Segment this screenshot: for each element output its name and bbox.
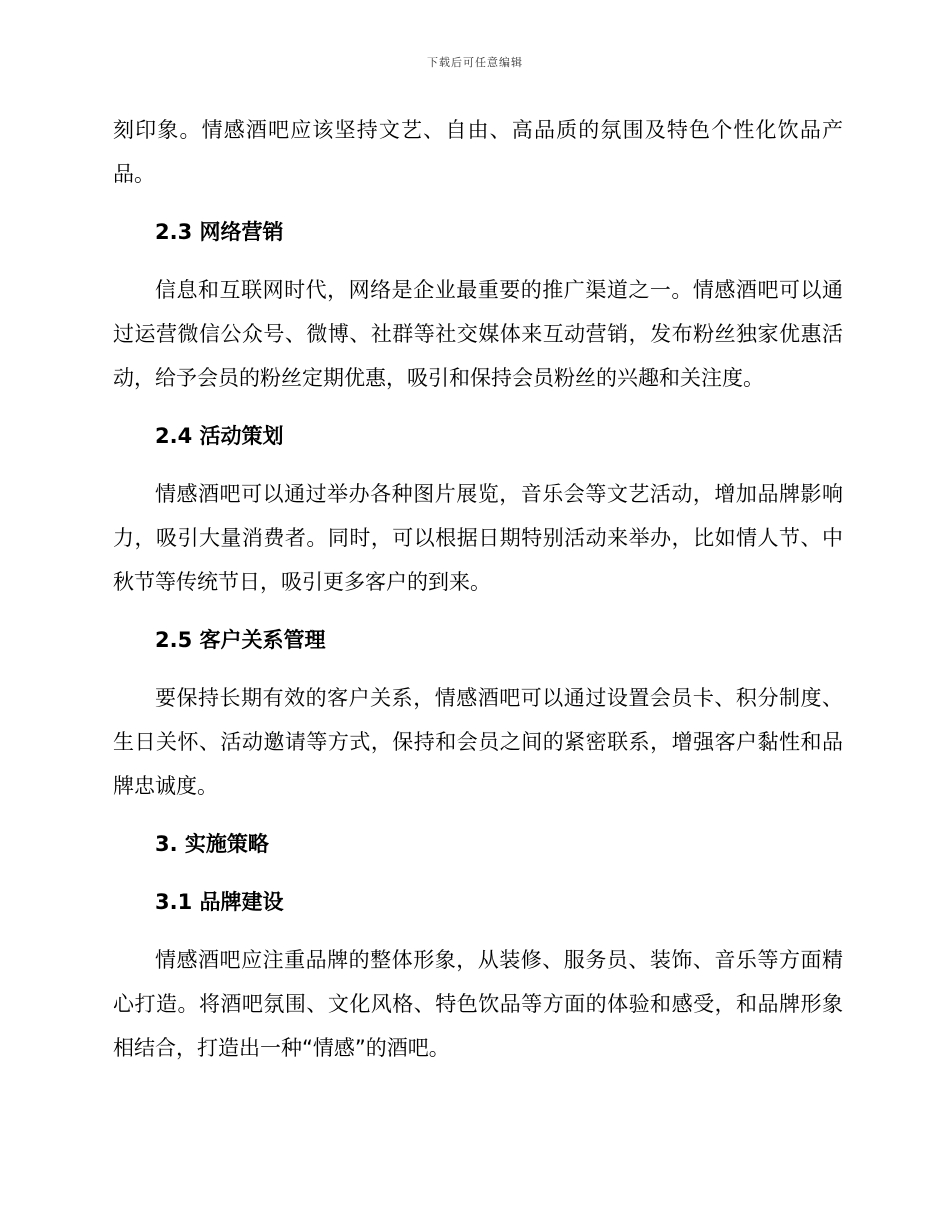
section-heading-2-3: 2.3 网络营销 bbox=[155, 220, 284, 244]
page-header: 下载后可任意编辑 bbox=[427, 56, 523, 69]
section-heading-2-4: 2.4 活动策划 bbox=[155, 424, 284, 448]
section-heading-2-5: 2.5 客户关系管理 bbox=[155, 628, 326, 652]
paragraph-continued: 刻印象。情感酒吧应该坚持文艺、自由、高品质的氛围及特色个性化饮品产品。 bbox=[113, 118, 843, 186]
paragraph-event-planning: 情感酒吧可以通过举办各种图片展览，音乐会等文艺活动，增加品牌影响力，吸引大量消费者。同时，可以根据日期特别活动来举办，比如情人节、中秋节等传统节日，吸引更多客户的到来。 bbox=[113, 482, 843, 594]
section-heading-3: 3. 实施策略 bbox=[155, 832, 269, 856]
section-heading-3-1: 3.1 品牌建设 bbox=[155, 890, 284, 914]
paragraph-network-marketing: 信息和互联网时代，网络是企业最重要的推广渠道之一。情感酒吧可以通过运营微信公众号、微博、社群等社交媒体来互动营销，发布粉丝独家优惠活动，给予会员的粉丝定期优惠，吸引和保持会员粉丝的兴趣和关注度。 bbox=[113, 278, 843, 390]
paragraph-customer-relations: 要保持长期有效的客户关系，情感酒吧可以通过设置会员卡、积分制度、生日关怀、活动邀请等方式，保持和会员之间的紧密联系，增强客户黏性和品牌忠诚度。 bbox=[113, 686, 843, 798]
paragraph-brand-building: 情感酒吧应注重品牌的整体形象，从装修、服务员、装饰、音乐等方面精心打造。将酒吧氛围、文化风格、特色饮品等方面的体验和感受，和品牌形象相结合，打造出一种“情感”的酒吧。 bbox=[113, 948, 843, 1060]
document-body bbox=[113, 108, 843, 1084]
